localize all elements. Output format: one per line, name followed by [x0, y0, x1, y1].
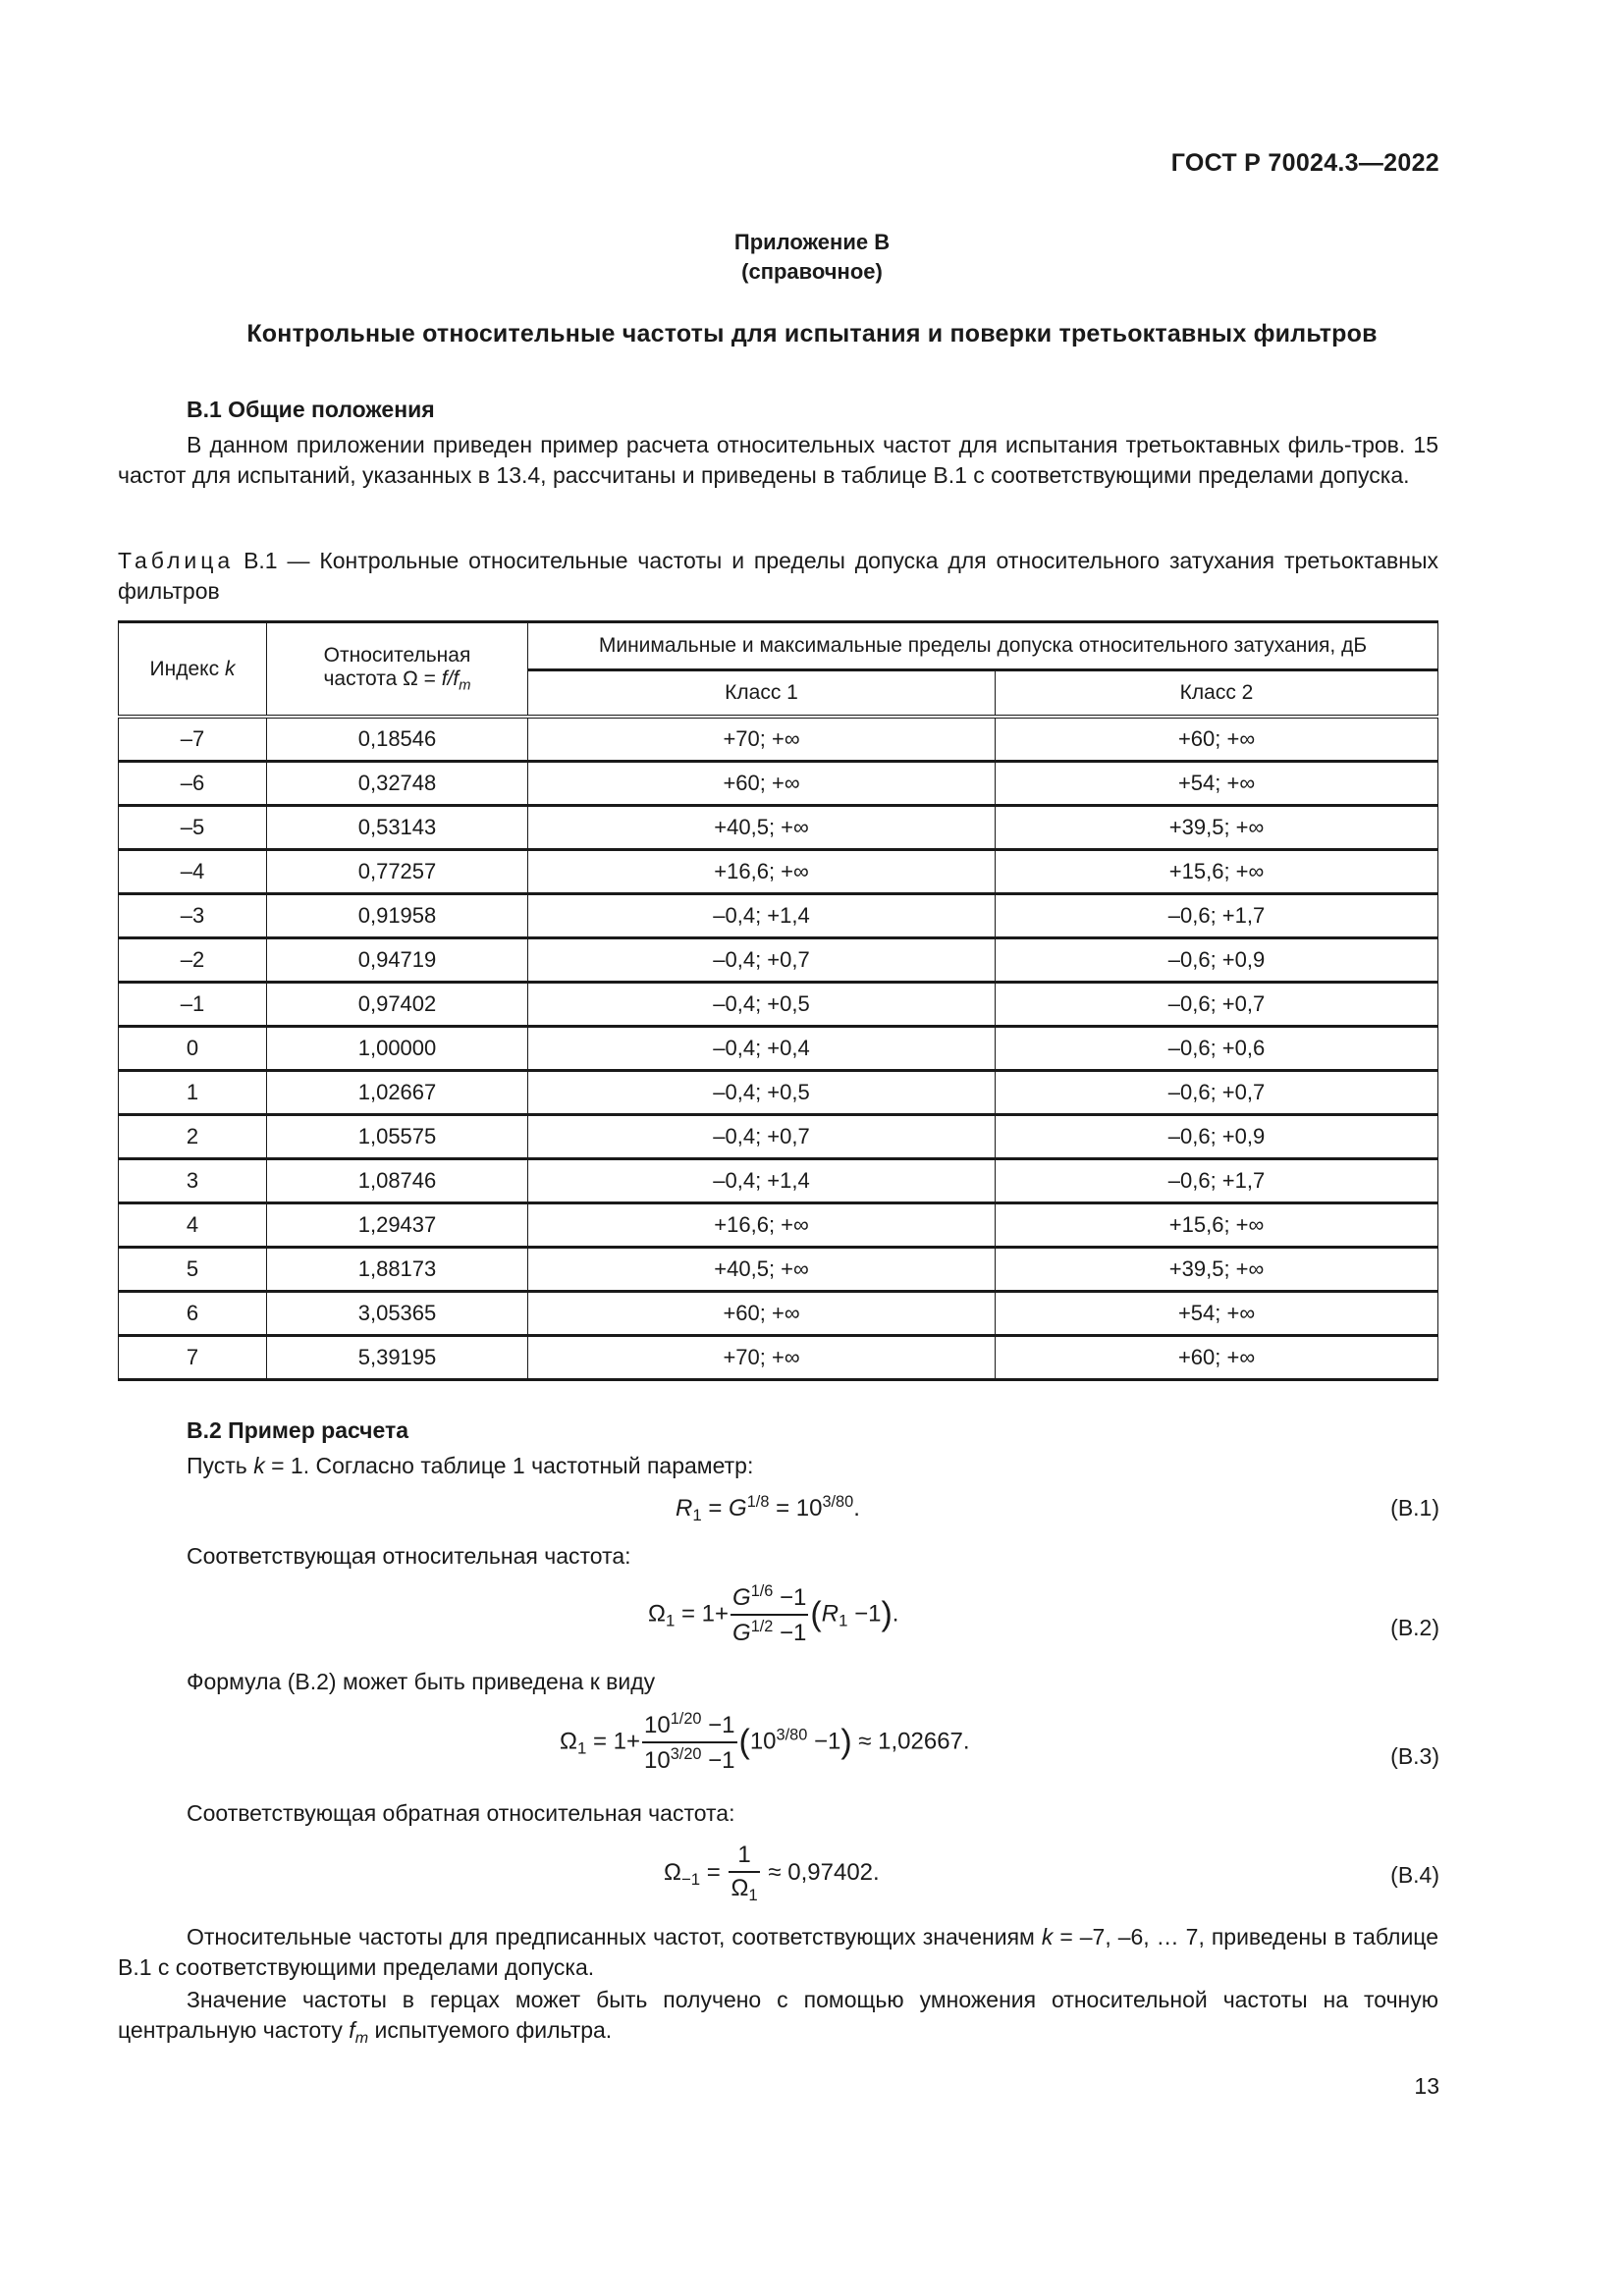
table-row	[119, 762, 1438, 806]
equation-number-b2: (В.2)	[1390, 1615, 1439, 1640]
header-class-2: Класс 2	[996, 670, 1438, 718]
cell-k: 0	[119, 1027, 267, 1071]
table-caption-label: Таблица	[118, 548, 235, 573]
cell-k: –6	[119, 762, 267, 806]
cell-k: –5	[119, 806, 267, 850]
text-after-b2: Формула (В.2) может быть приведена к виду	[187, 1669, 656, 1694]
cell-k: 1	[119, 1071, 267, 1115]
equation-number-b3: (В.3)	[1390, 1743, 1439, 1769]
table-caption-text: В.1 — Контрольные относительные частоты и пределы допуска для относительного затухания третьоктавных фильтров	[118, 548, 1439, 604]
section-heading-b1: В.1 Общие положения	[187, 397, 435, 422]
header-class-1: Класс 1	[528, 670, 996, 718]
cell-omega: 0,32748	[267, 762, 528, 806]
cell-k: –1	[119, 983, 267, 1027]
table-row	[119, 1336, 1438, 1380]
section-b1-paragraph	[118, 430, 1438, 491]
cell-class1: +16,6; +∞	[528, 850, 996, 894]
annex-subtitle: (справочное)	[741, 259, 883, 284]
cell-class2: –0,6; +0,7	[996, 983, 1438, 1027]
table-row	[119, 850, 1438, 894]
cell-k: –7	[119, 717, 267, 762]
cell-class2: –0,6; +1,7	[996, 1159, 1438, 1203]
cell-omega: 3,05365	[267, 1292, 528, 1336]
cell-k: 7	[119, 1336, 267, 1380]
cell-class2: –0,6; +1,7	[996, 894, 1438, 938]
cell-class1: –0,4; +0,7	[528, 1115, 996, 1159]
cell-omega: 1,08746	[267, 1159, 528, 1203]
cell-class1: –0,4; +0,4	[528, 1027, 996, 1071]
section-b2-intro: Пусть k = 1. Согласно таблице 1 частотный параметр:	[187, 1453, 754, 1478]
cell-class2: –0,6; +0,7	[996, 1071, 1438, 1115]
cell-omega: 5,39195	[267, 1336, 528, 1380]
cell-omega: 1,00000	[267, 1027, 528, 1071]
cell-k: 4	[119, 1203, 267, 1248]
cell-k: 2	[119, 1115, 267, 1159]
cell-class1: +40,5; +∞	[528, 1248, 996, 1292]
paragraph-text: В данном приложении приведен пример расчета относительных частот для испытания третьоктавных филь-тров. 15 частот для испытаний, указанных в 13.4, рассчитаны и приведены в таблице В.1 с соответствующими пределами допуска.	[118, 432, 1438, 488]
header-index: Индекс k	[119, 622, 267, 718]
table-row	[119, 983, 1438, 1027]
equation-number-b1: (В.1)	[1390, 1495, 1439, 1521]
cell-omega: 1,88173	[267, 1248, 528, 1292]
page-number: 13	[1414, 2073, 1439, 2099]
formula-b3: $\Omega_1 = 1+$ $\frac{10^{1/20} -1}{10^{3/20} -1}$ $(10^{3/80} -1) \approx 1,02667$.	[560, 1710, 970, 1774]
cell-k: –3	[119, 894, 267, 938]
table-caption	[118, 546, 1438, 607]
table-row	[119, 1203, 1438, 1248]
table-row	[119, 1292, 1438, 1336]
section-b2-paragraph-1: Относительные частоты для предписанных частот, соответствующих значениям k = –7, –6, … 7, приведены в таблице В.1 с соответствующими пределами допуска.	[118, 1924, 1438, 1980]
cell-class1: +16,6; +∞	[528, 1203, 996, 1248]
cell-omega: 0,18546	[267, 717, 528, 762]
header-tolerance-limits: Минимальные и максимальные пределы допуска относительного затухания, дБ	[528, 622, 1438, 670]
cell-class2: +60; +∞	[996, 717, 1438, 762]
cell-class2: +54; +∞	[996, 1292, 1438, 1336]
cell-k: 5	[119, 1248, 267, 1292]
cell-k: 3	[119, 1159, 267, 1203]
cell-omega: 0,97402	[267, 983, 528, 1027]
annex-main-title: Контрольные относительные частоты для испытания и поверки третьоктавных фильтров	[246, 320, 1378, 347]
table-row	[119, 1248, 1438, 1292]
cell-omega: 0,91958	[267, 894, 528, 938]
cell-omega: 1,02667	[267, 1071, 528, 1115]
document-code: ГОСТ Р 70024.3—2022	[1170, 149, 1439, 177]
cell-class2: +39,5; +∞	[996, 1248, 1438, 1292]
cell-class1: –0,4; +1,4	[528, 894, 996, 938]
cell-class2: +15,6; +∞	[996, 850, 1438, 894]
cell-class2: –0,6; +0,9	[996, 938, 1438, 983]
formula-b1: $R_1 = G^{1/8} = 10^{3/80}$.	[676, 1493, 860, 1524]
table-row	[119, 894, 1438, 938]
header-relative-frequency: Относительная частота $\Omega = f/f_m$	[267, 622, 528, 718]
table-row	[119, 1159, 1438, 1203]
cell-class1: –0,4; +0,5	[528, 1071, 996, 1115]
cell-class2: +54; +∞	[996, 762, 1438, 806]
cell-class2: +60; +∞	[996, 1336, 1438, 1380]
cell-k: 6	[119, 1292, 267, 1336]
cell-class2: –0,6; +0,9	[996, 1115, 1438, 1159]
cell-omega: 0,77257	[267, 850, 528, 894]
section-b2-paragraph-2: Значение частоты в герцах может быть получено с помощью умножения относительной частоты на точную центральную частоту $f_m$ испытуемого фильтра.	[118, 1987, 1438, 2047]
cell-class1: +60; +∞	[528, 1292, 996, 1336]
cell-class1: +60; +∞	[528, 762, 996, 806]
cell-k: –2	[119, 938, 267, 983]
equation-number-b4: (В.4)	[1390, 1862, 1439, 1888]
annex-title: Приложение В	[733, 230, 891, 254]
cell-class1: +70; +∞	[528, 717, 996, 762]
table-row	[119, 938, 1438, 983]
cell-class1: –0,4; +1,4	[528, 1159, 996, 1203]
cell-omega: 1,29437	[267, 1203, 528, 1248]
section-heading-b2: В.2 Пример расчета	[187, 1417, 409, 1443]
cell-class1: +70; +∞	[528, 1336, 996, 1380]
tolerance-table	[118, 620, 1438, 1381]
formula-b4: $\Omega_{-1}$ = $\frac{1}{\Omega_1}$ ≈ 0,97402.	[664, 1842, 880, 1905]
table-row	[119, 806, 1438, 850]
cell-class1: –0,4; +0,5	[528, 983, 996, 1027]
cell-class2: –0,6; +0,6	[996, 1027, 1438, 1071]
cell-class2: +39,5; +∞	[996, 806, 1438, 850]
cell-omega: 0,94719	[267, 938, 528, 983]
table-row	[119, 1027, 1438, 1071]
cell-omega: 0,53143	[267, 806, 528, 850]
text-after-b1: Соответствующая относительная частота:	[187, 1543, 631, 1569]
table-row	[119, 717, 1438, 762]
table-row	[119, 1071, 1438, 1115]
cell-k: –4	[119, 850, 267, 894]
cell-class1: –0,4; +0,7	[528, 938, 996, 983]
annex-heading	[0, 228, 1624, 287]
cell-omega: 1,05575	[267, 1115, 528, 1159]
text-after-b3: Соответствующая обратная относительная частота:	[187, 1800, 735, 1826]
cell-class2: +15,6; +∞	[996, 1203, 1438, 1248]
formula-b2: $\Omega_1 = 1+$ $\frac{G^{1/6} -1}{G^{1/2} -1}$ $(R_1 -1)$.	[648, 1582, 899, 1646]
cell-class1: +40,5; +∞	[528, 806, 996, 850]
table-row	[119, 1115, 1438, 1159]
